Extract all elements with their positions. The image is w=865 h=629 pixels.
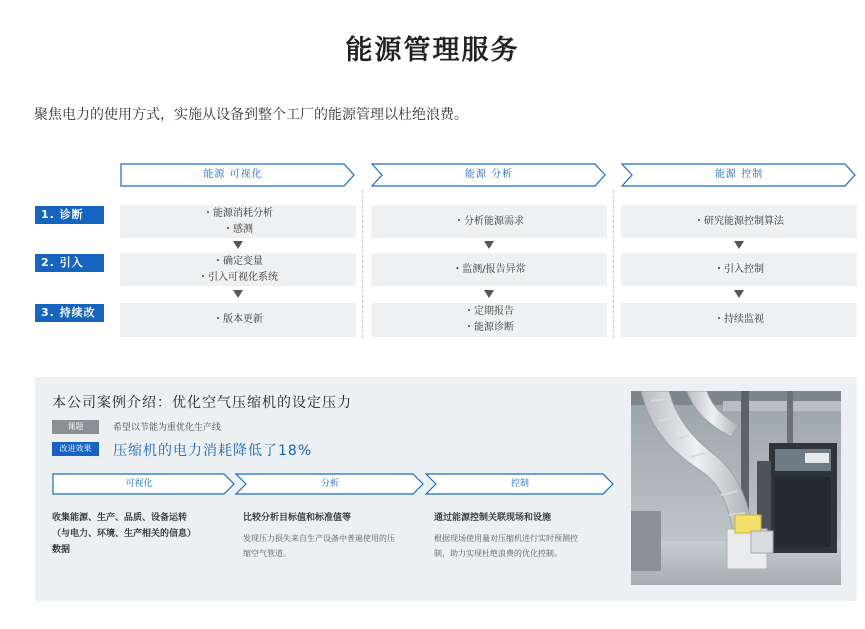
down-arrow-icon [233, 241, 243, 249]
case-step-visualization [52, 473, 236, 495]
cell-line: ・分析能源需求 [454, 215, 524, 227]
down-arrow-icon [734, 290, 744, 298]
task-tag: 课题 [52, 420, 99, 434]
effect-tag: 改进效果 [52, 442, 99, 456]
cell-line: ・确定变量 [213, 255, 263, 267]
task-text: 希望以节能为重优化生产线 [113, 423, 222, 433]
cell-line: ・引入可视化系统 [198, 271, 278, 283]
column-divider [362, 190, 363, 338]
case-step-label: 分析 [320, 479, 339, 489]
phase-introduction: 2. 引入 [35, 254, 104, 272]
case-step-control [425, 473, 615, 495]
cell-visualize-introduce [120, 253, 356, 286]
case-col-control-title: 通过能源控制关联现场和设施 [434, 513, 552, 523]
down-arrow-icon [484, 241, 494, 249]
phase-improvement: 3. 持续改进 [35, 304, 104, 322]
cell-line: ・监测/报告异常 [452, 263, 526, 275]
case-study-title: 本公司案例介绍：优化空气压缩机的设定压力 [52, 395, 352, 411]
cell-visualize-improve [120, 303, 356, 337]
step-analysis [371, 163, 607, 187]
case-col-analyze-title: 比较分析目标值和标准值等 [243, 513, 352, 523]
cell-line: ・引入控制 [714, 263, 764, 275]
cell-line: ・能源诊断 [464, 322, 514, 333]
case-text-line: 发现压力损失来自生产设备中普遍使用的压 [243, 534, 395, 543]
case-step-label: 控制 [510, 479, 529, 489]
cell-analyze-improve [371, 303, 607, 337]
page-title: 能源管理服务 [345, 35, 520, 66]
cell-line: ・持续监视 [714, 314, 764, 325]
case-col-control-desc [434, 531, 578, 561]
step-analysis-label: 能源 分析 [464, 169, 514, 180]
case-step-label: 可视化 [125, 479, 153, 489]
cell-line: ・定期报告 [464, 306, 514, 317]
column-divider [613, 190, 614, 338]
compressor-room-photo [631, 391, 841, 585]
cell-line: ・感测 [223, 223, 253, 235]
case-text-line: 收集能源、生产、品质、设备运转 [52, 513, 188, 523]
step-control-label: 能源 控制 [714, 169, 764, 180]
step-visualization-label: 能源 可视化 [203, 169, 263, 180]
step-visualization [120, 163, 356, 187]
case-col-visualize-text [52, 510, 196, 558]
intro-text: 聚焦电力的使用方式，实施从设备到整个工厂的能源管理以杜绝浪费。 [34, 107, 468, 123]
case-text-line: （与电力、环境、生产相关的信息） [52, 529, 197, 539]
step-control [621, 163, 857, 187]
phase-diagnosis: 1. 诊断 [35, 206, 104, 224]
cell-visualize-diagnose [120, 205, 356, 238]
down-arrow-icon [233, 290, 243, 298]
case-step-analysis [235, 473, 425, 495]
down-arrow-icon [734, 241, 744, 249]
cell-control-diagnose [621, 205, 857, 238]
case-text-line: 根据现场使用量对压缩机进行实时预测控 [434, 534, 578, 543]
effect-text: 压缩机的电力消耗降低了18% [113, 443, 313, 459]
case-text-line: 数据 [52, 545, 71, 555]
cell-control-improve [621, 303, 857, 337]
cell-analyze-introduce [371, 253, 607, 286]
cell-line: ・版本更新 [213, 314, 263, 325]
case-col-analyze-desc [243, 531, 395, 561]
cell-analyze-diagnose [371, 205, 607, 238]
cell-control-introduce [621, 253, 857, 286]
cell-line: ・能源消耗分析 [203, 207, 273, 219]
cell-line: ・研究能源控制算法 [694, 215, 784, 227]
case-text-line: 制，助力实现杜绝浪费的优化控制。 [434, 549, 562, 558]
case-text-line: 缩空气管道。 [243, 549, 291, 558]
down-arrow-icon [484, 290, 494, 298]
